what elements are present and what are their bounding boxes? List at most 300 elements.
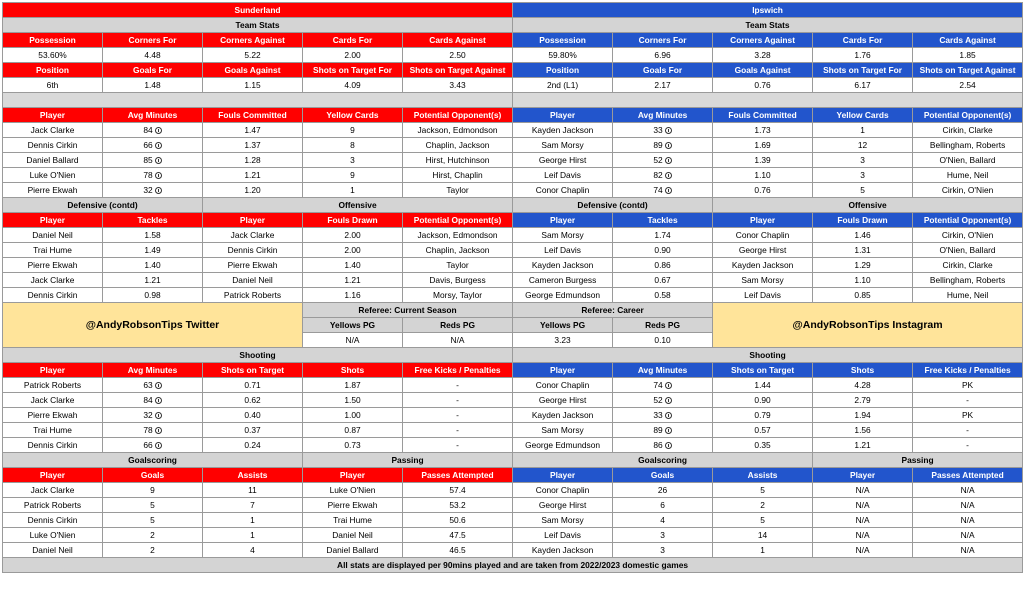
stat-value-text: 53.60% [38,49,67,60]
column-header-text: Potential Opponent(s) [413,109,502,120]
column-header-text: Potential Opponent(s) [923,109,1012,120]
stat-value [513,78,613,93]
shots-on-target [203,408,303,423]
column-header [513,63,613,78]
home-team-title-text: Sunderland [234,4,281,15]
column-header-text: Tackles [647,214,678,225]
column-header-text: Goals Against [734,64,791,75]
fouls-committed [203,153,303,168]
player-name [3,183,103,198]
shots-text: 4.28 [854,379,871,390]
player-name [513,498,613,513]
avg-minutes-text: 85 [143,154,153,165]
player-name-text: N/A [855,514,870,525]
player-name-text: Patrick Roberts [223,289,282,300]
player-name [3,513,103,528]
clock-icon [155,397,162,404]
footer-note-text: All stats are displayed per 90mins played and are taken from 2022/2023 domestic games [337,559,689,570]
passes-attempted-text: N/A [960,529,975,540]
player-name-text: N/A [855,544,870,555]
player-name [3,153,103,168]
column-header [203,363,303,378]
clock-icon [155,427,162,434]
potential-opponents-text: Hume, Neil [946,169,989,180]
goals [613,498,713,513]
player-name [203,243,303,258]
player-name [3,258,103,273]
stat-value-text: 0.76 [754,79,771,90]
shots-on-target-text: 0.35 [754,439,771,450]
column-header [403,63,513,78]
free-kicks-penalties-text: PK [961,409,974,420]
column-header-text: Player [239,214,266,225]
away-team-title-text: Ipswich [752,4,783,15]
column-header [203,213,303,228]
stat-value [203,78,303,93]
stat-value [103,48,203,63]
column-header [713,63,813,78]
column-header [103,63,203,78]
section-header [513,18,1023,33]
avg-minutes [103,138,203,153]
shots-on-target-text: 0.71 [244,379,261,390]
stat-value-text: 1.48 [144,79,161,90]
goals-text: 3 [660,544,665,555]
goals-text: 6 [660,499,665,510]
yellow-cards-text: 3 [860,169,865,180]
potential-opponents [403,168,513,183]
player-name-text: Patrick Roberts [23,379,82,390]
stat-value-text: 1.15 [244,79,261,90]
column-header-text: Player [749,214,776,225]
column-header-text: Free Kicks / Penalties [924,364,1011,375]
stat-value-text: 2.17 [654,79,671,90]
player-name [203,228,303,243]
assists [713,498,813,513]
player-name-text: Kayden Jackson [531,259,594,270]
column-header-text: Fouls Committed [218,109,287,120]
stat-value [713,78,813,93]
column-header [303,63,403,78]
column-header-text: Tackles [137,214,168,225]
column-header-text: Yellow Cards [836,109,889,120]
shots-text: 1.87 [344,379,361,390]
player-name [3,408,103,423]
player-name-text: Kayden Jackson [731,259,794,270]
column-header [513,318,613,333]
player-name [303,528,403,543]
section-header [203,198,513,213]
column-header-text: Player [39,364,66,375]
assists-text: 5 [760,484,765,495]
passes-attempted-text: N/A [960,514,975,525]
clock-icon [155,172,162,179]
fouls-drawn-text: 1.29 [854,259,871,270]
tackles [103,258,203,273]
shots [303,393,403,408]
player-name-text: Conor Chaplin [535,184,590,195]
fouls-drawn [813,288,913,303]
potential-opponents [403,273,513,288]
tackles [103,228,203,243]
stat-value [3,48,103,63]
shots-on-target-text: 0.40 [244,409,261,420]
player-name [713,273,813,288]
player-name [3,273,103,288]
yellow-cards [813,153,913,168]
stat-value [913,78,1023,93]
tackles-text: 0.86 [654,259,671,270]
section-header [813,453,1023,468]
column-header-text: Corners Against [730,34,795,45]
assists [203,528,303,543]
fouls-committed [713,138,813,153]
stat-value [913,48,1023,63]
column-header-text: Reds PG [440,319,475,330]
clock-icon [665,187,672,194]
player-name [713,243,813,258]
player-name [3,138,103,153]
referee-reds-text: 0.10 [654,334,671,345]
player-name [3,393,103,408]
player-name [3,438,103,453]
column-header-text: Shots on Target For [823,64,903,75]
column-header-text: Avg Minutes [127,109,178,120]
player-name [513,483,613,498]
column-header [203,468,303,483]
passes-attempted-text: 53.2 [449,499,466,510]
shots-on-target-text: 0.62 [244,394,261,405]
free-kicks-penalties-text: - [966,439,969,450]
spacer [513,93,1023,108]
fouls-drawn [303,243,403,258]
shots-on-target-text: 1.44 [754,379,771,390]
player-name [513,273,613,288]
section-header [3,453,303,468]
fouls-committed [713,168,813,183]
goals-text: 2 [150,529,155,540]
referee-yellows-text: 3.23 [554,334,571,345]
stat-value [303,78,403,93]
section-header-text: Offensive [848,199,887,210]
player-name [513,243,613,258]
player-name-text: Pierre Ekwah [227,259,278,270]
player-name-text: Kayden Jackson [531,544,594,555]
assists-text: 4 [250,544,255,555]
column-header-text: Possession [539,34,586,45]
section-header [303,453,513,468]
player-name-text: George Hirst [538,154,587,165]
potential-opponents-text: Bellingham, Roberts [929,274,1006,285]
avg-minutes [613,153,713,168]
column-header-text: Avg Minutes [127,364,178,375]
column-header [203,63,303,78]
player-name [203,288,303,303]
stat-value-text: 2nd (L1) [546,79,579,90]
column-header-text: Passes Attempted [421,469,494,480]
avg-minutes-text: 66 [143,439,153,450]
player-name-text: Daniel Neil [32,544,73,555]
player-name-text: George Edmundson [525,439,601,450]
section-row [3,18,1023,33]
shots-text: 1.56 [854,424,871,435]
section-header [3,198,203,213]
player-name [513,123,613,138]
column-header-text: Position [546,64,580,75]
column-header [613,468,713,483]
free-kicks-penalties-text: - [456,409,459,420]
player-name [813,513,913,528]
player-name [513,153,613,168]
column-header-text: Player [339,469,366,480]
player-name [813,528,913,543]
avg-minutes-text: 66 [143,139,153,150]
column-header [103,108,203,123]
column-header [913,63,1023,78]
column-header-text: Goals For [132,64,173,75]
shots [813,423,913,438]
column-header [403,33,513,48]
column-header [3,468,103,483]
tackles [103,273,203,288]
column-header [713,33,813,48]
column-header-text: Player [549,469,576,480]
goals-text: 2 [150,544,155,555]
column-header [3,363,103,378]
potential-opponents-text: Bellingham, Roberts [929,139,1006,150]
avg-minutes [103,168,203,183]
yellow-cards-text: 9 [350,169,355,180]
tackles-text: 1.49 [144,244,161,255]
yellow-cards [813,138,913,153]
section-header-text: Passing [391,454,424,465]
avg-minutes [103,183,203,198]
avg-minutes [613,378,713,393]
player-name [513,408,613,423]
player-name [513,438,613,453]
potential-opponents [403,258,513,273]
potential-opponents [913,258,1023,273]
free-kicks-penalties-text: - [456,379,459,390]
column-header [613,318,713,333]
yellow-cards-text: 1 [860,124,865,135]
avg-minutes-text: 84 [143,124,153,135]
fouls-drawn-text: 1.21 [344,274,361,285]
column-header [513,213,613,228]
header-row [3,363,1023,378]
table-row [3,423,1023,438]
fouls-drawn [303,273,403,288]
player-name [303,498,403,513]
column-header [3,213,103,228]
avg-minutes-text: 82 [653,169,663,180]
player-name-text: Dennis Cirkin [27,439,78,450]
player-name [513,138,613,153]
avg-minutes [613,423,713,438]
column-header-text: Free Kicks / Penalties [414,364,501,375]
stat-value-text: 59.80% [548,49,577,60]
stat-value-text: 4.48 [144,49,161,60]
fouls-committed-text: 1.39 [754,154,771,165]
stats-table [2,2,1023,573]
potential-opponents-text: Chaplin, Jackson [425,139,490,150]
section-row [3,198,1023,213]
potential-opponents-text: Taylor [446,259,469,270]
player-name [813,483,913,498]
column-header-text: Potential Opponent(s) [413,214,502,225]
avg-minutes-text: 52 [653,154,663,165]
table-row [3,393,1023,408]
player-name [3,123,103,138]
column-header-text: Shots on Target [731,364,795,375]
free-kicks-penalties-text: PK [961,379,974,390]
player-name [813,543,913,558]
footer-row [3,558,1023,573]
shots-text: 1.94 [854,409,871,420]
potential-opponents [913,138,1023,153]
fouls-committed [203,183,303,198]
avg-minutes-text: 33 [653,124,663,135]
clock-icon [155,412,162,419]
free-kicks-penalties-text: - [966,394,969,405]
fouls-committed-text: 1.47 [244,124,261,135]
table-row [3,123,1023,138]
column-header [613,213,713,228]
team-title-row [3,3,1023,18]
clock-icon [665,127,672,134]
potential-opponents [913,273,1023,288]
potential-opponents-text: Davis, Burgess [429,274,486,285]
tackles-text: 0.58 [654,289,671,300]
player-name-text: Luke O'Nien [29,169,76,180]
column-header-text: Player [549,214,576,225]
yellow-cards-text: 9 [350,124,355,135]
passes-attempted-text: N/A [960,544,975,555]
stat-value [613,78,713,93]
avg-minutes-text: 74 [653,184,663,195]
assists [203,513,303,528]
potential-opponents [403,183,513,198]
stat-value-text: 6.17 [854,79,871,90]
player-name-text: Luke O'Nien [29,529,76,540]
shots-text: 1.50 [344,394,361,405]
clock-icon [665,382,672,389]
column-header-text: Corners For [128,34,177,45]
column-header [403,468,513,483]
goals-text: 5 [150,499,155,510]
column-header-text: Shots on Target Against [919,64,1016,75]
clock-icon [665,442,672,449]
yellow-cards [303,123,403,138]
stat-value-text: 2.50 [449,49,466,60]
column-header [303,363,403,378]
goals [613,528,713,543]
column-header-text: Fouls Committed [728,109,797,120]
stat-value [613,48,713,63]
player-name [513,393,613,408]
section-header-text: Passing [901,454,934,465]
player-name-text: Daniel Neil [332,529,373,540]
yellow-cards [303,153,403,168]
passes-attempted-text: 50.6 [449,514,466,525]
column-header [103,213,203,228]
player-name [303,483,403,498]
player-name [3,423,103,438]
fouls-drawn [303,288,403,303]
fouls-committed-text: 1.10 [754,169,771,180]
shots-on-target-text: 0.57 [754,424,771,435]
assists-text: 7 [250,499,255,510]
column-header [513,108,613,123]
fouls-committed [713,123,813,138]
column-header [913,363,1023,378]
section-header-text: Team Stats [745,19,790,30]
player-name [3,288,103,303]
player-name-text: George Hirst [538,394,587,405]
referee-current-title-text: Referee: Current Season [358,304,457,315]
passes-attempted [913,483,1023,498]
column-header [613,33,713,48]
player-name [3,228,103,243]
fouls-committed [203,168,303,183]
potential-opponents [403,123,513,138]
player-name-text: Sam Morsy [541,229,584,240]
tackles-text: 1.21 [144,274,161,285]
table-row [3,288,1023,303]
assists-text: 2 [760,499,765,510]
section-header-text: Defensive (contd) [67,199,138,210]
yellow-cards-text: 12 [857,139,868,150]
tackles-text: 1.40 [144,259,161,270]
player-name-text: Daniel Neil [232,274,273,285]
player-name [513,543,613,558]
column-header [103,468,203,483]
shots [303,438,403,453]
avg-minutes [103,153,203,168]
shots-on-target [203,378,303,393]
passes-attempted [403,483,513,498]
stat-value [203,48,303,63]
referee-yellows [513,333,613,348]
assists-text: 1 [250,514,255,525]
goals [103,483,203,498]
shots-on-target [713,393,813,408]
twitter-banner [3,303,303,348]
shots-on-target-text: 0.24 [244,439,261,450]
column-header-text: Yellows PG [539,319,586,330]
referee-yellows [303,333,403,348]
shots-text: 0.73 [344,439,361,450]
column-header [403,213,513,228]
goals-text: 9 [150,484,155,495]
clock-icon [155,187,162,194]
column-header-text: Goals Against [224,64,281,75]
fouls-drawn [813,258,913,273]
avg-minutes [613,168,713,183]
goals-text: 4 [660,514,665,525]
free-kicks-penalties-text: - [966,424,969,435]
fouls-committed [713,153,813,168]
player-name [513,528,613,543]
column-header-text: Possession [29,34,76,45]
free-kicks-penalties [913,393,1023,408]
stat-value [713,48,813,63]
avg-minutes [103,393,203,408]
column-header [613,108,713,123]
referee-career-title-text: Referee: Career [581,304,644,315]
stat-value [103,78,203,93]
fouls-committed [203,123,303,138]
